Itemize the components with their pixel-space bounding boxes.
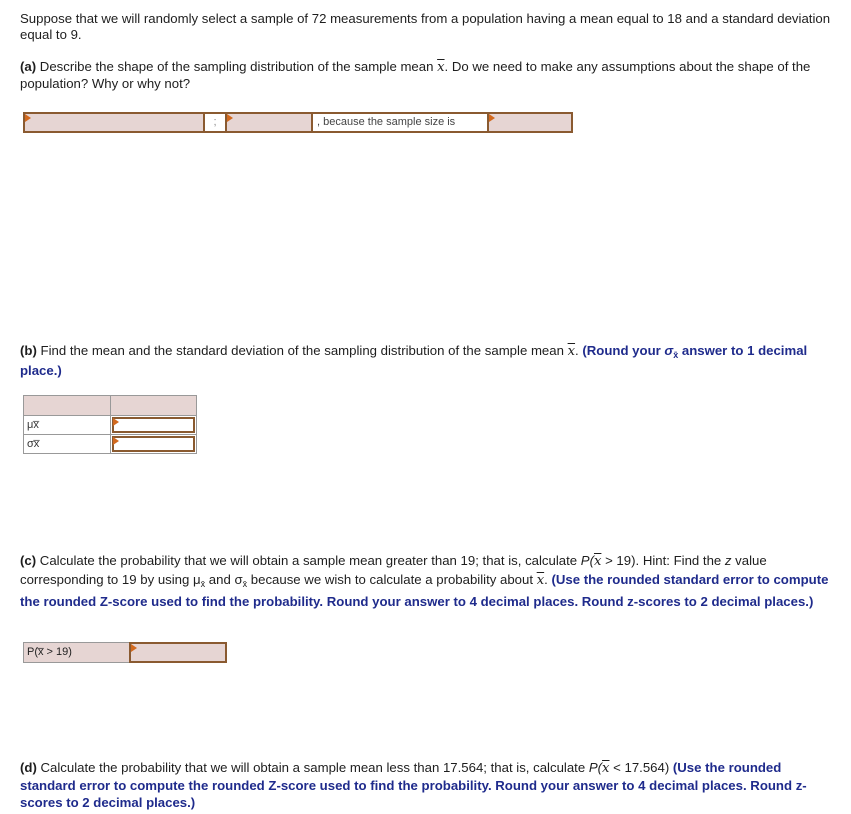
assumption-dropdown[interactable]: [225, 112, 313, 133]
sample-size-dropdown[interactable]: [487, 112, 573, 133]
input-marker-icon: [113, 418, 119, 426]
part-d-label: (d): [20, 760, 37, 775]
mu-xbar-label: μx̅: [24, 416, 111, 435]
dropdown-arrow-icon: [489, 114, 495, 122]
input-marker-icon: [131, 644, 137, 652]
part-b-label: (b): [20, 343, 37, 358]
table-header-cell: [24, 396, 111, 416]
part-a-answer-row: [23, 112, 573, 133]
part-a-question: (a) Describe the shape of the sampling distribution of the sample mean $\overline{x}$. Do we need to make any assumptions about the shape of the population? Why or why not?: [20, 59, 811, 91]
shape-dropdown[interactable]: [23, 112, 205, 133]
part-a-label: (a): [20, 59, 37, 74]
part-c-question: (c) Calculate the probability that we will obtain a sample mean greater than 19; that is, calculate $P(\overline{x} > 19)$. Hint: Find the z value corresponding to 19 by using $\mu_{x̄}$ and $\sigma_{x̄}$ because we wish to calculate a probability about $\overline{x}$. (Use the rounded standard error to compute the rounded Z-score used to find the probability. Round your answer to 4 decimal places. Round z-scores to 2 decimal places.): [20, 553, 829, 609]
part-c-answer-row: [23, 642, 227, 663]
sigma-xbar-input[interactable]: [112, 436, 195, 452]
sigma-xbar-input-cell: [111, 435, 197, 454]
x-bar-symbol: $\overline{x}$: [602, 761, 610, 776]
mu-xbar-input-cell: [111, 416, 197, 435]
sigma-xbar-label: σx̅: [24, 435, 111, 454]
dropdown-arrow-icon: [227, 114, 233, 122]
x-bar-symbol: $\overline{x}$: [567, 344, 576, 359]
x-bar-symbol: $\overline{x}$: [536, 573, 545, 588]
probability-label: P(x̅ > 19): [23, 642, 129, 663]
x-bar-symbol: $\overline{x}$: [437, 60, 445, 75]
mu-xbar-input[interactable]: [112, 417, 195, 433]
part-d-question: (d) Calculate the probability that we will obtain a sample mean less than 17.564; that is, calculate $P(\overline{x} < 17.564)$ (Use the rounded standard error to compute the rounded Z-score used to find the probability. Round your answer to 4 decimal places. Round z-scores to 2 decimal places.): [20, 760, 807, 810]
separator-because-text: , because the sample size is: [313, 112, 487, 133]
sigma-symbol: σ: [664, 343, 674, 358]
part-b-question: (b) Find the mean and the standard deviation of the sampling distribution of the sample mean $\overline{x}$. (Round your $\sigma_{x̄}$ answer to 1 decimal place.): [20, 343, 808, 378]
separator-semicolon: ;: [205, 112, 225, 133]
table-header-cell: [111, 396, 197, 416]
x-bar-symbol: $\overline{x}$: [593, 554, 602, 569]
part-c-label: (c): [20, 553, 37, 568]
input-marker-icon: [113, 437, 119, 445]
part-b-answer-table: [23, 395, 197, 454]
dropdown-arrow-icon: [25, 114, 31, 122]
probability-input[interactable]: [129, 642, 227, 663]
intro-text: Suppose that we will randomly select a sample of 72 measurements from a population having a mean equal to 18 and a standard deviation equal to 9.: [20, 11, 831, 42]
